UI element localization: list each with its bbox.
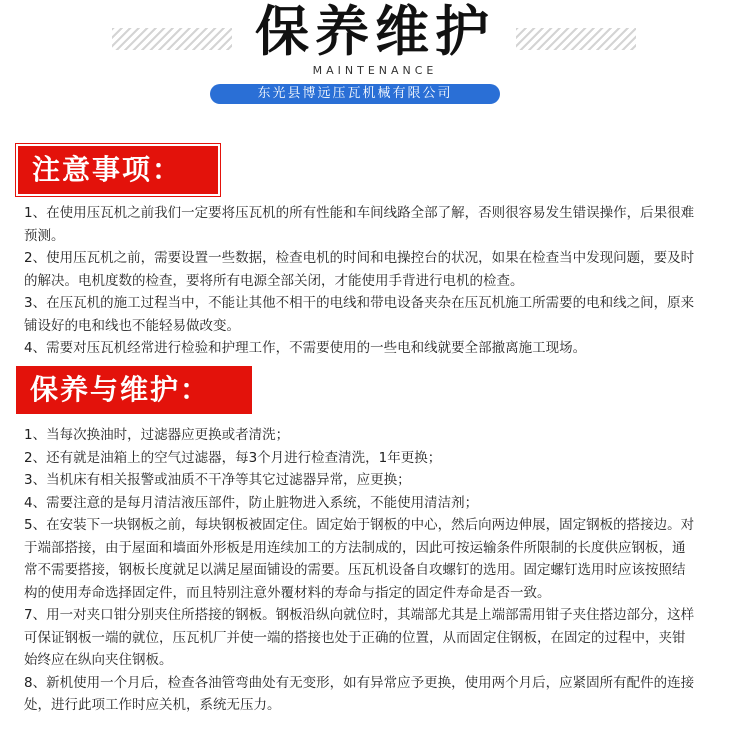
list-item: 5、在安装下一块钢板之前，每块钢板被固定住。固定始于钢板的中心，然后向两边伸展，固定钢板的搭接边。对于端部搭接，由于屋面和墙面外形板是用连续加工的方法制成的，因此可按运输条件所限制的长度供应钢板，通常不需要搭接，钢板长度就足以满足屋面铺设的需要。压瓦机设备自攻螺钉的选用。固定螺钉选用时应该按照结构的使用寿命选择固定件，而且特别注意外覆材料的寿命与指定的固定件寿命是否一致。 (24, 517, 695, 601)
page-title: 保养维护 (255, 0, 495, 63)
list-item: 3、在压瓦机的施工过程当中，不能让其他不相干的电线和带电设备夹杂在压瓦机施工所需要的电和线之间，原来铺设好的电和线也不能轻易做改变。 (24, 295, 695, 334)
list-item: 2、还有就是油箱上的空气过滤器，每3个月进行检查清洗，1年更换； (24, 449, 442, 466)
header (0, 0, 750, 112)
section-heading-precautions: 注意事项： (16, 144, 220, 196)
list-item: 4、需要对压瓦机经常进行检验和护理工作，不需要使用的一些电和线就要全部撤离施工现场。 (24, 340, 587, 356)
precautions-list (24, 202, 696, 360)
company-badge: 东光县博远压瓦机械有限公司 (210, 84, 500, 104)
list-item: 8、新机使用一个月后，检查各油管弯曲处有无变形，如有异常应予更换，使用两个月后，应紧固所有配件的连接处，进行此项工作时应关机，系统无压力。 (24, 674, 695, 713)
page-subtitle: MAINTENANCE (312, 64, 438, 77)
list-item: 2、使用压瓦机之前，需要设置一些数据，检查电机的时间和电操控台的状况，如果在检查当中发现问题，要及时的解决。电机度数的检查，要将所有电源全部关闭，才能使用手背进行电机的检查。 (24, 250, 695, 289)
maintenance-list (24, 424, 696, 717)
section-heading-maintenance: 保养与维护： (16, 366, 252, 414)
list-item: 1、当每次换油时，过滤器应更换或者清洗； (24, 427, 290, 443)
list-item: 7、用一对夹口钳分别夹住所搭接的钢板。钢板沿纵向就位时，其端部尤其是上端部需用钳子夹住搭边部分，这样可保证钢板一端的就位，压瓦机厂并使一端的搭接也处于正确的位置，从而固定住钢板，在固定的过程中，夹钳始终应在纵向夹住钢板。 (24, 607, 695, 668)
list-item: 1、在使用压瓦机之前我们一定要将压瓦机的所有性能和车间线路全部了解，否则很容易发生错误操作，后果很难预测。 (24, 205, 695, 244)
list-item: 4、需要注意的是每月清洁液压部件，防止脏物进入系统，不能使用清洁剂； (24, 494, 479, 511)
list-item: 3、当机床有相关报警或油质不干净等其它过滤器异常，应更换； (24, 472, 411, 488)
